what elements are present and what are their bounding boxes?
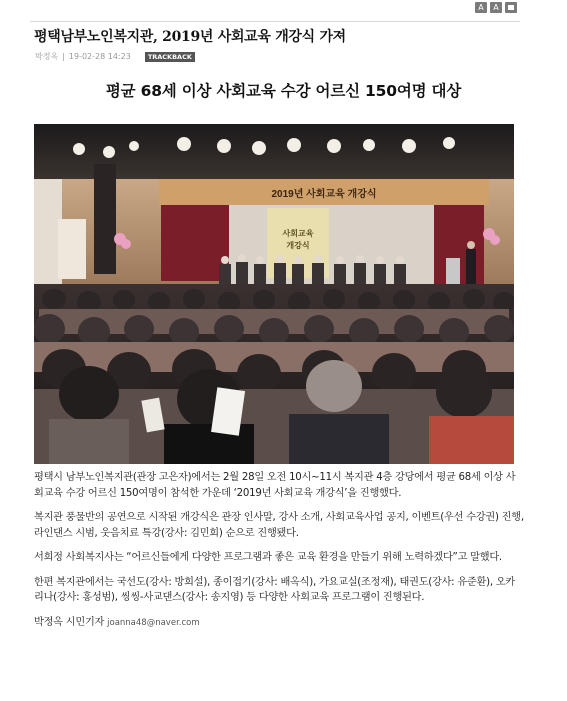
font-increase-button[interactable]: A [475, 2, 487, 13]
trackback-button[interactable]: TRACKBACK [145, 52, 195, 62]
font-decrease-button[interactable]: A [490, 2, 502, 13]
article-title: 평택남부노인복지관, 2019년 사회교육 개강식 가져 [34, 29, 346, 45]
article-meta [35, 51, 195, 62]
byline-email[interactable]: joanna48@naver.com [107, 617, 200, 628]
article-paragraph-4: 한편 복지관에서는 국선도(강사: 방희설), 종이접기(강사: 배옥식), 가요교실(조정재), 태권도(강사: 유준환), 오카리나(강사: 홍성범), 씽씽-사교댄스(강사: 송지영) 등 다양한 사회교육 프로그램이 진행된다. [34, 576, 516, 603]
article-paragraph-2: 복지관 풍물반의 공연으로 시작된 개강식은 관장 인사말, 강사 소개, 사회교육사업 공지, 이벤트(우선 수강권) 진행, 라인댄스 시범, 웃음치료 특강(강사: 김민희) 순으로 진행됐다. [34, 512, 524, 539]
print-icon[interactable] [505, 2, 517, 13]
article-body [34, 470, 524, 631]
author-label: 박정옥 [35, 52, 59, 61]
article-paragraph-3: 서희정 사회복지사는 “어르신들에게 다양한 프로그램과 좋은 교육 환경을 만들기 위해 노력하겠다”고 말했다. [34, 552, 502, 563]
article-date: 19-02-28 14:23 [68, 52, 131, 61]
screen-text-1: 사회교육 [282, 229, 314, 238]
date-separator: | [62, 52, 65, 61]
byline-name: 박정옥 시민기자 [34, 616, 105, 628]
byline [34, 615, 524, 632]
article-subheadline: 평균 68세 이상 사회교육 수강 어르신 150여명 대상 [105, 82, 462, 100]
font-size-toolbar [475, 2, 517, 13]
header-divider [30, 21, 520, 22]
screen-text-2: 개강식 [286, 241, 310, 250]
photo-scene [34, 124, 514, 464]
article-photo [34, 124, 514, 464]
article-paragraph-1: 평택시 남부노인복지관(관장 고은자)에서는 2월 28일 오전 10시~11시 복지관 4층 강당에서 평균 68세 이상 사회교육 수강 어르신 150여명이 참석한 가운데 ‘2019년 사회교육 개강식’을 진행했다. [34, 472, 516, 499]
banner-text: 2019년 사회교육 개강식 [271, 189, 377, 200]
